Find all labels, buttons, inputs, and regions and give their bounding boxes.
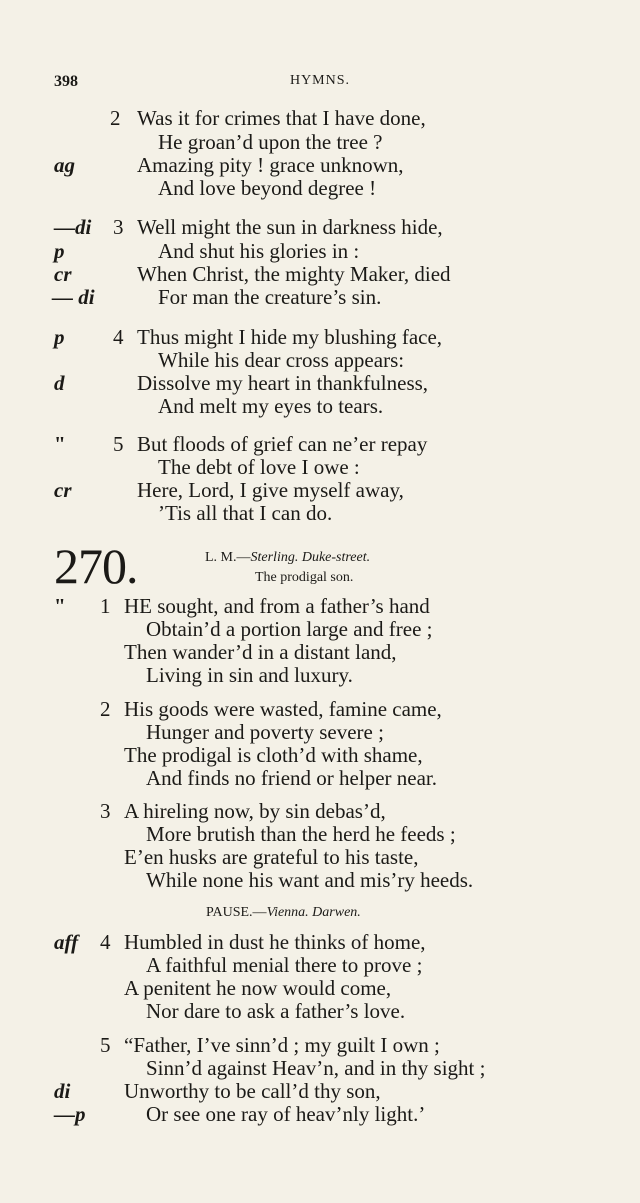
verse-line: His goods were wasted, famine came,: [124, 697, 442, 721]
verse-line: Or see one ray of heav’nly light.’: [146, 1102, 426, 1126]
dynamic-mark: —di: [54, 215, 92, 239]
verse-line: And love beyond degree !: [158, 176, 377, 200]
verse-line: Obtain’d a portion large and free ;: [146, 617, 433, 641]
hymn-title: The prodigal son.: [255, 570, 354, 585]
running-head: HYMNS.: [289, 73, 351, 88]
tune-names: Sterling. Duke-street.: [250, 550, 371, 565]
dynamic-mark: aff: [54, 930, 79, 954]
verse-line: The debt of love I owe :: [158, 455, 360, 479]
verse-line: A hireling now, by sin debas’d,: [124, 799, 386, 823]
dynamic-mark: p: [54, 325, 65, 349]
dynamic-mark: cr: [54, 478, 72, 502]
verse-line: Living in sin and luxury.: [146, 663, 353, 687]
dynamic-mark: ": [54, 594, 66, 618]
verse-line: Amazing pity ! grace unknown,: [137, 153, 404, 177]
hymn-meter: [205, 550, 370, 566]
verse-line: Well might the sun in darkness hide,: [137, 215, 443, 239]
verse-line: And melt my eyes to tears.: [158, 394, 384, 418]
page-number: 398: [54, 73, 78, 90]
meter-label: L. M.—: [205, 550, 251, 565]
verse-line: ’Tis all that I can do.: [158, 501, 333, 525]
stanza-number: 5: [100, 1033, 111, 1057]
verse-line: When Christ, the mighty Maker, died: [137, 262, 451, 286]
verse-line: Hunger and poverty severe ;: [146, 720, 384, 744]
verse-line: “Father, I’ve sinn’d ; my guilt I own ;: [124, 1033, 440, 1057]
verse-line: HE sought, and from a father’s hand: [124, 594, 430, 618]
verse-line: While his dear cross appears:: [158, 348, 405, 372]
verse-line: Dissolve my heart in thankfulness,: [137, 371, 429, 395]
pause-label: PAUSE.—: [206, 905, 267, 920]
dynamic-mark: cr: [54, 262, 72, 286]
verse-line: Here, Lord, I give myself away,: [137, 478, 404, 502]
dynamic-mark: ag: [54, 153, 75, 177]
dynamic-mark: — di: [52, 285, 95, 309]
verse-line: Thus might I hide my blushing face,: [137, 325, 443, 349]
stanza-number: 2: [100, 697, 111, 721]
verse-line: E’en husks are grateful to his taste,: [124, 845, 419, 869]
stanza-number: 1: [100, 594, 111, 618]
stanza-number: 5: [113, 432, 124, 456]
stanza-number: 4: [100, 930, 111, 954]
verse-line: While none his want and mis’ry heeds.: [146, 868, 474, 892]
dynamic-mark: p: [54, 239, 65, 263]
verse-line: He groan’d upon the tree ?: [158, 130, 383, 154]
verse-line: A faithful menial there to prove ;: [146, 953, 423, 977]
stanza-number: 2: [110, 106, 121, 130]
verse-line: And shut his glories in :: [158, 239, 360, 263]
stanza-number: 4: [113, 325, 124, 349]
pause-heading: [206, 905, 361, 921]
hymn-number: 270.: [54, 538, 138, 594]
verse-line: Was it for crimes that I have done,: [137, 106, 426, 130]
dynamic-mark: ": [54, 432, 66, 456]
dynamic-mark: di: [54, 1079, 71, 1103]
stanza-number: 3: [113, 215, 124, 239]
verse-line: Nor dare to ask a father’s love.: [146, 999, 406, 1023]
verse-line: The prodigal is cloth’d with shame,: [124, 743, 423, 767]
dynamic-mark: d: [54, 371, 65, 395]
verse-line: But floods of grief can ne’er repay: [137, 432, 428, 456]
verse-line: Then wander’d in a distant land,: [124, 640, 397, 664]
page-header: [0, 73, 640, 95]
stanza-number: 3: [100, 799, 111, 823]
dynamic-mark: —p: [54, 1102, 86, 1126]
verse-line: For man the creature’s sin.: [158, 285, 382, 309]
verse-line: Unworthy to be call’d thy son,: [124, 1079, 381, 1103]
verse-line: Sinn’d against Heav’n, and in thy sight ;: [146, 1056, 486, 1080]
verse-line: More brutish than the herd he feeds ;: [146, 822, 456, 846]
pause-tunes: Vienna. Darwen.: [266, 905, 361, 920]
verse-line: And finds no friend or helper near.: [146, 766, 437, 790]
verse-line: Humbled in dust he thinks of home,: [124, 930, 426, 954]
verse-line: A penitent he now would come,: [124, 976, 392, 1000]
